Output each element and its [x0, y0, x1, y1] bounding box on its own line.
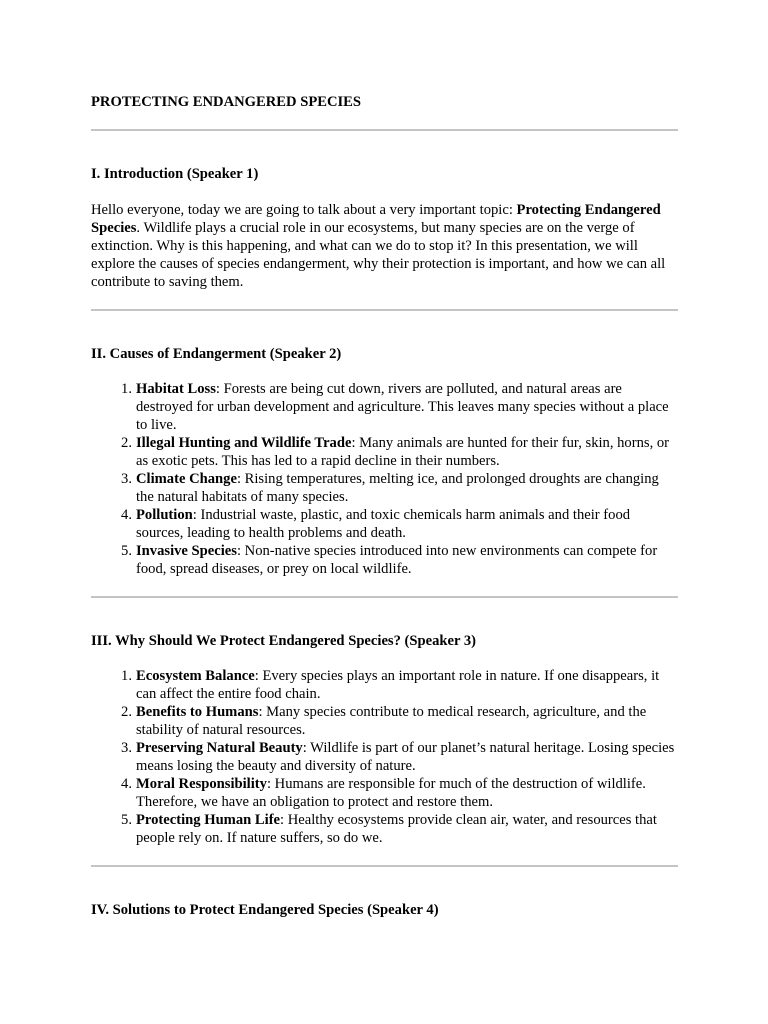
list-item	[121, 775, 678, 811]
list-item-text: : Humans are responsible for much of the destruction of wildlife. Therefore, we have an obligation to protect and restore them.	[136, 776, 646, 810]
section-introduction	[91, 165, 678, 291]
list-item-text: : Industrial waste, plastic, and toxic chemicals harm animals and their food sources, leading to health problems and death.	[136, 507, 631, 541]
list-number: 2.	[121, 704, 132, 720]
list-item-text: : Healthy ecosystems provide clean air, water, and resources that people rely on. If nature suffers, so do we.	[136, 812, 657, 846]
why-protect-list	[91, 667, 678, 847]
list-item	[121, 380, 678, 434]
horizontal-rule	[91, 596, 678, 598]
list-item	[121, 470, 678, 506]
intro-text-part1: Hello everyone, today we are going to talk about a very important topic:	[91, 202, 517, 218]
list-item-text: : Wildlife is part of our planet’s natural heritage. Losing species means losing the beauty and diversity of nature.	[136, 740, 675, 774]
list-item	[121, 667, 678, 703]
list-item-term: Benefits to Humans	[136, 704, 259, 720]
list-number: 3.	[121, 471, 132, 487]
list-item	[121, 434, 678, 470]
document-title: PROTECTING ENDANGERED SPECIES	[91, 94, 362, 110]
horizontal-rule	[91, 129, 678, 131]
list-item-term: Protecting Human Life	[136, 812, 281, 828]
list-number: 4.	[121, 507, 132, 523]
list-item-term: Climate Change	[136, 471, 237, 487]
section-heading-causes: II. Causes of Endangerment (Speaker 2)	[91, 346, 342, 362]
list-number: 4.	[121, 776, 132, 792]
list-item	[121, 739, 678, 775]
list-item-term: Pollution	[136, 507, 193, 523]
section-heading-introduction: I. Introduction (Speaker 1)	[91, 166, 259, 182]
list-item-term: Moral Responsibility	[136, 776, 267, 792]
list-item	[121, 703, 678, 739]
list-number: 1.	[121, 668, 132, 684]
list-item-text: : Forests are being cut down, rivers are polluted, and natural areas are destroyed for urban development and agriculture. This leaves many species without a place to live.	[136, 381, 669, 433]
horizontal-rule	[91, 865, 678, 867]
section-why-protect	[91, 632, 678, 847]
list-item-text: : Every species plays an important role in nature. If one disappears, it can affect the entire food chain.	[136, 668, 660, 702]
list-item-text: : Rising temperatures, melting ice, and prolonged droughts are changing the natural habitats of many species.	[136, 471, 659, 505]
section-solutions	[91, 901, 678, 919]
list-item	[121, 506, 678, 542]
causes-list	[91, 380, 678, 578]
list-item	[121, 542, 678, 578]
list-item-term: Habitat Loss	[136, 381, 216, 397]
list-number: 2.	[121, 435, 132, 451]
introduction-paragraph	[91, 201, 678, 291]
intro-text-part2: . Wildlife plays a crucial role in our ecosystems, but many species are on the verge of extinction. Why is this happening, and what can we do to stop it? In this presentation, we will explore the causes of species endangerment, why their protection is important, and how we can all contribute to saving them.	[91, 220, 666, 290]
list-item-term: Preserving Natural Beauty	[136, 740, 303, 756]
section-heading-why-protect: III. Why Should We Protect Endangered Species? (Speaker 3)	[91, 633, 477, 649]
intro-topic-bold: Protecting Endangered Species	[91, 202, 661, 236]
list-number: 5.	[121, 812, 132, 828]
list-item-text: : Many species contribute to medical research, agriculture, and the stability of natural resources.	[136, 704, 647, 738]
list-item-term: Invasive Species	[136, 543, 237, 559]
list-number: 3.	[121, 740, 132, 756]
horizontal-rule	[91, 309, 678, 311]
list-item-term: Illegal Hunting and Wildlife Trade	[136, 435, 352, 451]
list-number: 1.	[121, 381, 132, 397]
list-number: 5.	[121, 543, 132, 559]
list-item-term: Ecosystem Balance	[136, 668, 255, 684]
list-item	[121, 811, 678, 847]
list-item-text: : Non-native species introduced into new environments can compete for food, spread diseases, or prey on local wildlife.	[136, 543, 658, 577]
section-heading-solutions: IV. Solutions to Protect Endangered Species (Speaker 4)	[91, 902, 439, 918]
list-item-text: : Many animals are hunted for their fur, skin, horns, or as exotic pets. This has led to a rapid decline in their numbers.	[136, 435, 670, 469]
section-causes	[91, 345, 678, 578]
